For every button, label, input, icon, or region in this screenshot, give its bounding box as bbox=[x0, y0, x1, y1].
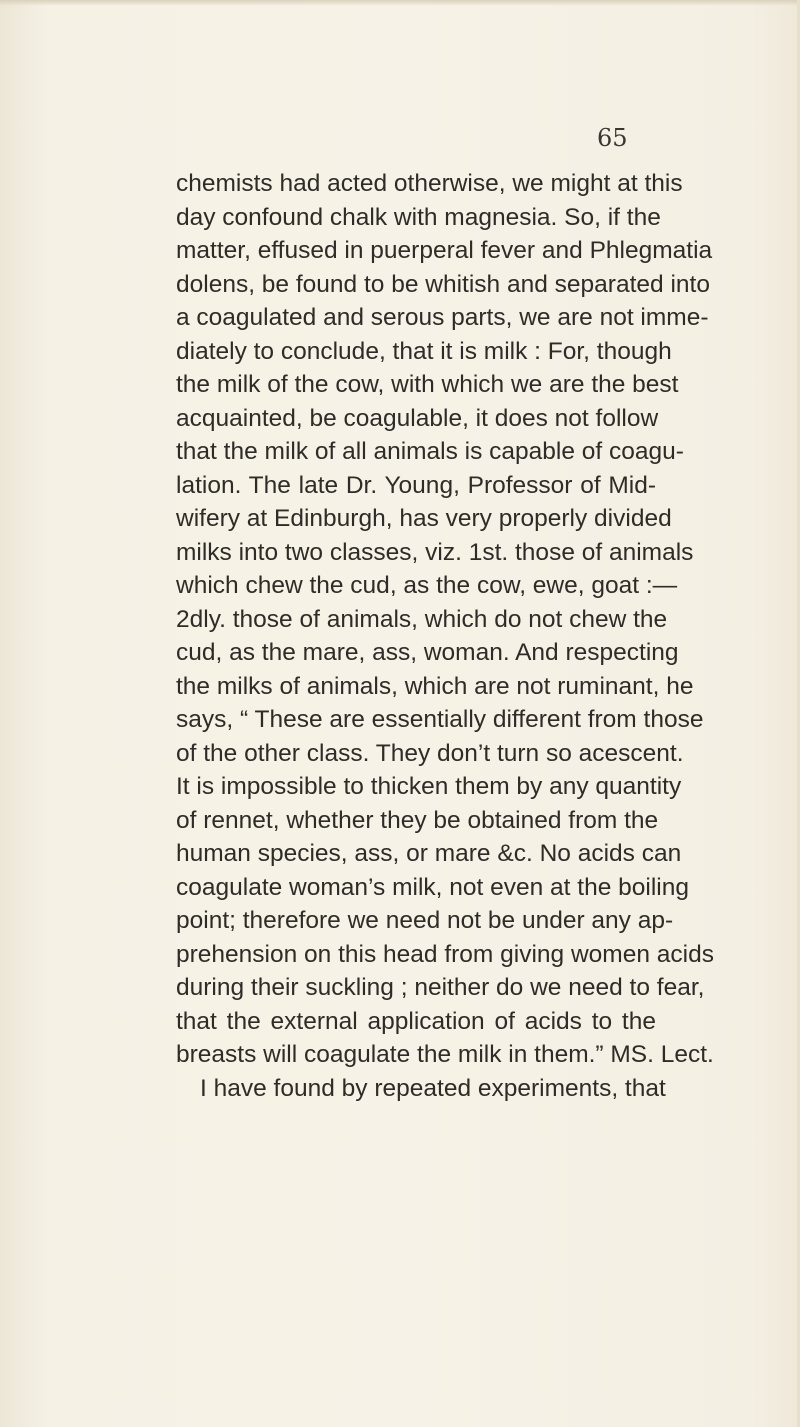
text-line: lation. The late Dr. Young, Professor of Mid- bbox=[176, 471, 656, 499]
text-line: of the other class. They don’t turn so acescent. bbox=[176, 739, 684, 767]
text-line: chemists had acted otherwise, we might at this bbox=[176, 170, 683, 197]
page-top-edge bbox=[0, 0, 800, 6]
text-line: the milks of animals, which are not ruminant, he bbox=[176, 672, 694, 700]
text-line: 2dly. those of animals, which do not chew the bbox=[176, 605, 668, 633]
text-line: coagulate woman’s milk, not even at the boiling bbox=[176, 873, 689, 901]
text-line: prehension on this head from giving women acids bbox=[176, 940, 714, 968]
text-line: dolens, be found to be whitish and separated into bbox=[176, 270, 710, 298]
text-line: day confound chalk with magnesia. So, if the bbox=[176, 203, 661, 231]
text-line: says, “ These are essentially different from those bbox=[176, 706, 704, 733]
text-line: It is impossible to thicken them by any quantity bbox=[176, 773, 682, 800]
text-line: breasts will coagulate the milk in them.” MS. Lect. bbox=[176, 1041, 714, 1068]
text-line: I have found by repeated experiments, that bbox=[200, 1074, 666, 1102]
text-line: diately to conclude, that it is milk : For, though bbox=[176, 337, 672, 365]
text-line: that the external application of acids to the bbox=[176, 1007, 656, 1035]
text-line: that the milk of all animals is capable of coagu- bbox=[176, 438, 684, 465]
text-line: during their suckling ; neither do we need to fear, bbox=[176, 974, 705, 1001]
text-line: the milk of the cow, with which we are the best bbox=[176, 371, 679, 398]
text-line: point; therefore we need not be under any ap- bbox=[176, 907, 674, 934]
text-line: human species, ass, or mare &c. No acids can bbox=[176, 840, 682, 867]
page-number: 65 bbox=[597, 124, 628, 152]
page-body-text bbox=[176, 167, 714, 1105]
text-line: cud, as the mare, ass, woman. And respecting bbox=[176, 639, 679, 666]
text-line: milks into two classes, viz. 1st. those of animals bbox=[176, 538, 694, 566]
text-line: which chew the cud, as the cow, ewe, goat :— bbox=[176, 572, 678, 599]
text-line: acquainted, be coagulable, it does not follow bbox=[176, 404, 659, 432]
text-line: wifery at Edinburgh, has very properly divided bbox=[176, 505, 672, 532]
text-line: a coagulated and serous parts, we are not imme- bbox=[176, 304, 709, 331]
text-line: of rennet, whether they be obtained from the bbox=[176, 806, 659, 834]
text-line: matter, effused in puerperal fever and Phlegmatia bbox=[176, 237, 713, 264]
